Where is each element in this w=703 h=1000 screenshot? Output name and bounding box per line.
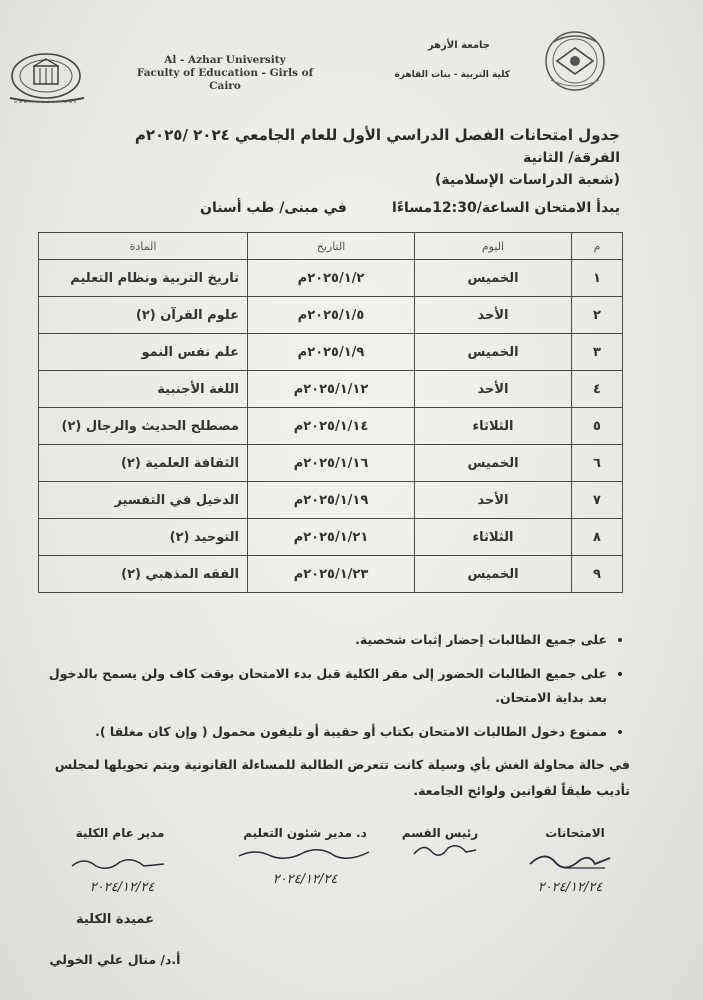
sig-title-education-affairs: د. مدير شئون التعليم [243, 826, 367, 840]
schedule-title: جدول امتحانات الفصل الدراسي الأول للعام الجامعي ٢٠٢٤ /٢٠٢٥م [134, 126, 620, 144]
dean-title: عميدة الكلية [75, 912, 154, 927]
exams-signature [525, 846, 615, 876]
table-row [39, 297, 623, 334]
row-date: ٢٠٢٥/١/١٢م [248, 371, 415, 408]
table-row [39, 482, 623, 519]
en-line-university: Al - Azhar University [164, 54, 286, 66]
faculty-manager-signature [68, 852, 168, 876]
table-row [39, 371, 623, 408]
table-row [39, 408, 623, 445]
header-subject: المادة [39, 233, 248, 260]
table-row [39, 556, 623, 593]
row-subject: التوحيد (٢) [39, 519, 248, 556]
row-day: الأحد [415, 482, 572, 519]
university-name-arabic: جامعة الأزهر [427, 40, 490, 51]
row-num: ١ [572, 260, 623, 297]
sig-title-faculty-manager: مدير عام الكلية [75, 826, 165, 840]
faculty-logo [6, 48, 92, 108]
row-date: ٢٠٢٥/١/٢١م [248, 519, 415, 556]
header-num: م [572, 233, 623, 260]
row-date: ٢٠٢٥/١/٢م [248, 260, 415, 297]
row-date: ٢٠٢٥/١/١٩م [248, 482, 415, 519]
row-date: ٢٠٢٥/١/٢٣م [248, 556, 415, 593]
sig-title-dept-head: رئيس القسم [401, 826, 479, 840]
university-logo [535, 28, 619, 94]
dean-name: أ.د/ منال علي الخولي [49, 952, 181, 967]
row-subject: اللغة الأجنبية [39, 371, 248, 408]
row-date: ٢٠٢٥/١/١٤م [248, 408, 415, 445]
table-row [39, 445, 623, 482]
row-day: الأحد [415, 297, 572, 334]
row-num: ٨ [572, 519, 623, 556]
row-num: ٤ [572, 371, 623, 408]
row-day: الثلاثاء [415, 519, 572, 556]
row-num: ٣ [572, 334, 623, 371]
note-item: • على جميع الطالبات إحضار إثبات شخصية. [30, 628, 607, 652]
year-level: الفرقة/ الثانية [523, 150, 620, 166]
row-num: ٧ [572, 482, 623, 519]
education-affairs-sign-date: ٢٠٢٤/١٢/٢٤ [272, 872, 338, 887]
row-subject: علوم القرآن (٢) [39, 297, 248, 334]
row-subject: الثقافة العلمية (٢) [39, 445, 248, 482]
row-num: ٢ [572, 297, 623, 334]
row-day: الخميس [415, 445, 572, 482]
en-line-city: Cairo [209, 80, 241, 92]
row-num: ٩ [572, 556, 623, 593]
row-date: ٢٠٢٥/١/١٦م [248, 445, 415, 482]
exam-schedule-table [38, 232, 623, 593]
exam-location: في مبنى/ طب أسنان [200, 200, 347, 216]
en-line-faculty: Faculty of Education - Girls of [136, 67, 314, 79]
row-subject: الدخيل في التفسير [39, 482, 248, 519]
row-subject: الفقه المذهبي (٢) [39, 556, 248, 593]
note-item: • ممنوع دخول الطالبات الامتحان بكتاب أو حقيبة أو تليفون محمول ( وإن كان مغلقا ). [30, 720, 607, 744]
table-row [39, 519, 623, 556]
exam-start-time: يبدأ الامتحان الساعة/12:30مساءًا [392, 200, 620, 216]
row-day: الأحد [415, 371, 572, 408]
exam-info-line [200, 200, 620, 216]
row-day: الخميس [415, 260, 572, 297]
row-subject: علم نفس النمو [39, 334, 248, 371]
header-day: اليوم [415, 233, 572, 260]
row-subject: تاريخ التربية ونظام التعليم [39, 260, 248, 297]
dept-head-signature [410, 840, 480, 864]
table-row [39, 334, 623, 371]
row-date: ٢٠٢٥/١/٩م [248, 334, 415, 371]
note-item: • على جميع الطالبات الحضور إلى مقر الكلية قبل بدء الامتحان بوقت كاف ولن يسمح بالدخول بعد بداية الامتحان. [30, 662, 607, 710]
row-day: الخميس [415, 334, 572, 371]
row-num: ٦ [572, 445, 623, 482]
header-date: التاريخ [248, 233, 415, 260]
faculty-manager-sign-date: ٢٠٢٤/١٢/٢٤ [89, 880, 155, 895]
sig-title-exams: الامتحانات [545, 826, 605, 840]
row-num: ٥ [572, 408, 623, 445]
table-header-row [39, 233, 623, 260]
row-subject: مصطلح الحديث والرجال (٢) [39, 408, 248, 445]
education-affairs-signature [235, 842, 375, 866]
university-name-english [110, 54, 340, 93]
exams-sign-date: ٢٠٢٤/١٢/٢٤ [537, 880, 603, 895]
row-day: الخميس [415, 556, 572, 593]
exam-notes [30, 628, 625, 754]
cheating-warning: في حالة محاولة الغش بأي وسيلة كانت تتعرض الطالبة للمساءلة القانونية ويتم تحويلها لمجلس تأديب طبقاً لقوانين ولوائح الجامعة. [54, 757, 630, 798]
row-day: الثلاثاء [415, 408, 572, 445]
table-row [39, 260, 623, 297]
row-date: ٢٠٢٥/١/٥م [248, 297, 415, 334]
division-name: (شعبة الدراسات الإسلامية) [434, 172, 620, 188]
faculty-name-arabic: كلية التربية - بنات القاهرة [394, 70, 510, 80]
